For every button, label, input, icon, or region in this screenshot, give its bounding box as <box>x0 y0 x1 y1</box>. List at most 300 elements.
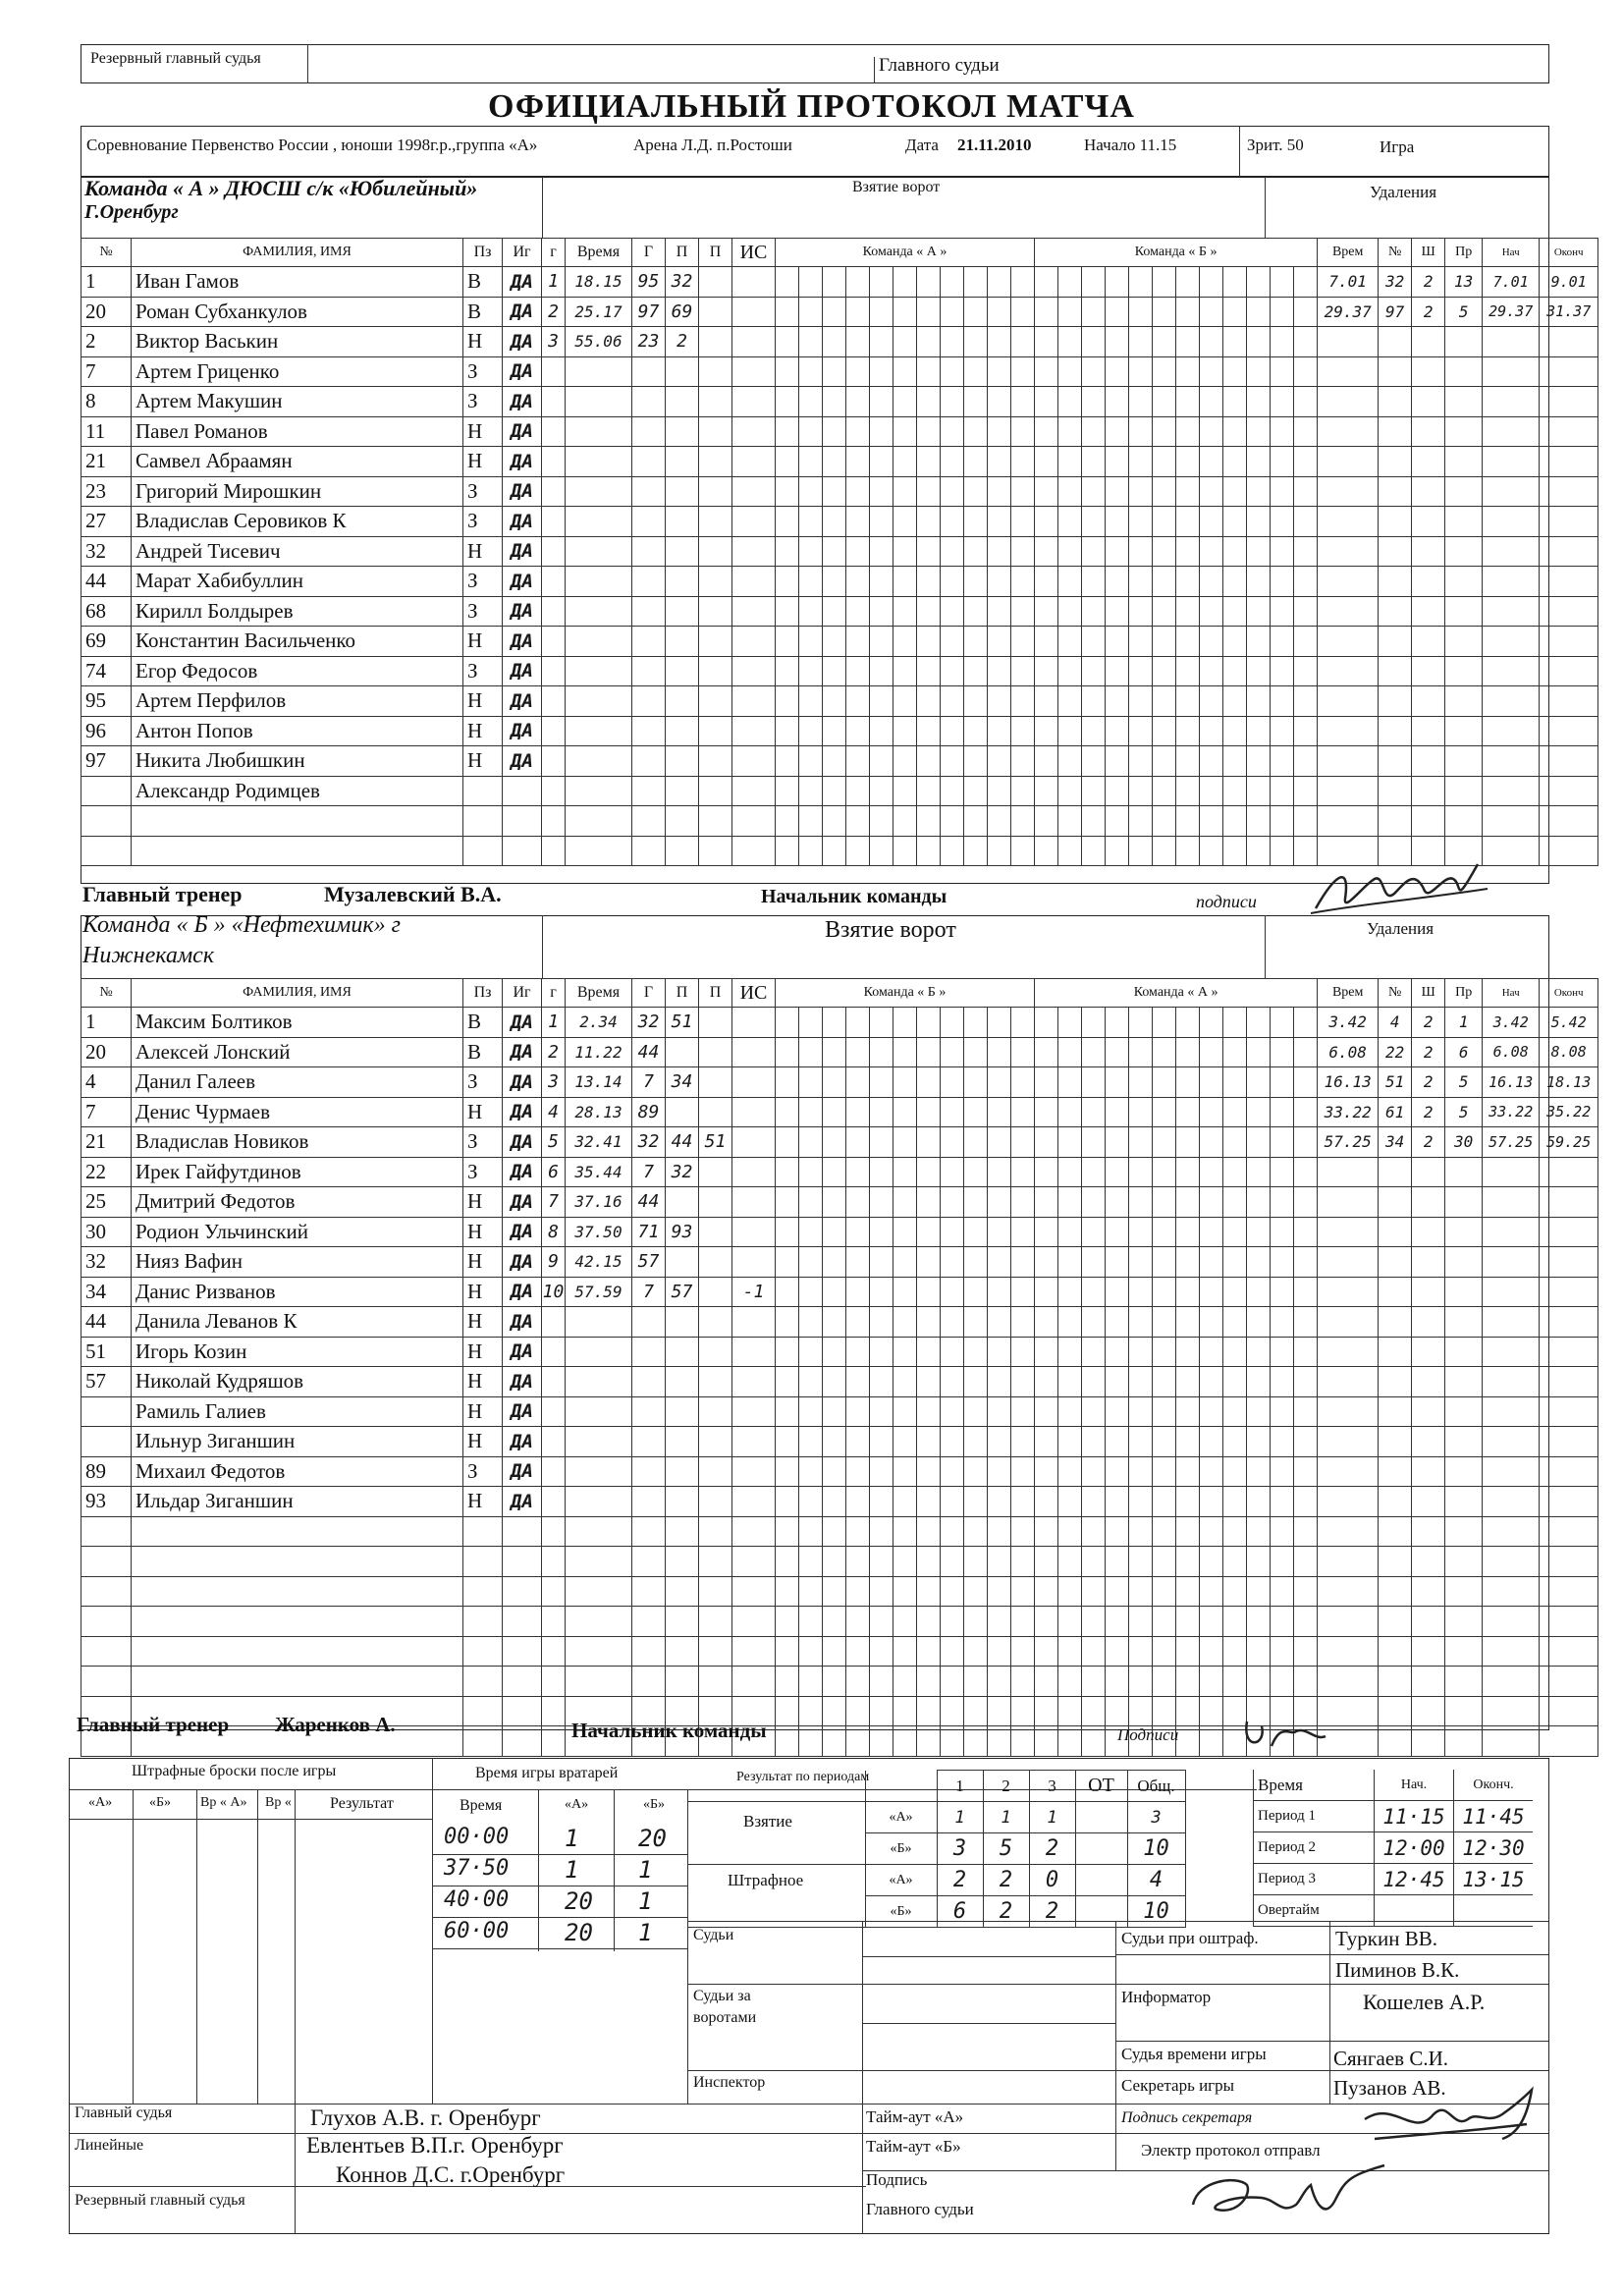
team-a-grid-cell <box>1058 416 1082 447</box>
team-a-pen-end <box>1540 836 1598 866</box>
team-b-goal-no <box>542 1547 566 1577</box>
team-b-goal-assist1: 44 <box>666 1127 699 1158</box>
team-a-pen-sh <box>1412 356 1445 387</box>
team-b-pen-no <box>1379 1726 1412 1757</box>
team-b-grid-cell <box>1294 1337 1318 1367</box>
team-a-grid-cell <box>941 776 964 806</box>
team-b-grid-cell <box>917 1607 941 1637</box>
team-b-grid-cell <box>823 1037 846 1067</box>
team-b-grid-cell <box>1082 1097 1106 1127</box>
team-a-goal-time <box>566 507 632 537</box>
team-a-grid-cell <box>1223 507 1247 537</box>
team-a-grid-cell <box>893 327 917 357</box>
team-b-grid-cell <box>917 1157 941 1187</box>
team-a-grid-cell <box>1271 507 1294 537</box>
team-b-goal-is <box>732 1456 776 1487</box>
team-b-grid-cell <box>1223 1487 1247 1517</box>
team-b-grid-cell <box>964 1367 988 1397</box>
team-b-col-second-team: Команда « А » <box>1035 979 1318 1008</box>
team-b-grid-cell <box>1129 1157 1153 1187</box>
team-b-player-no <box>81 1667 132 1697</box>
team-b-grid-cell <box>846 1456 870 1487</box>
team-b-goal-assist1 <box>666 1247 699 1278</box>
team-b-grid-cell <box>846 1487 870 1517</box>
team-b-grid-cell <box>964 1127 988 1158</box>
team-a-grid-cell <box>893 776 917 806</box>
team-b-grid-cell <box>964 1547 988 1577</box>
team-b-grid-cell <box>1223 1367 1247 1397</box>
team-b-player-name: Алексей Лонский <box>132 1037 463 1067</box>
team-b-grid-cell <box>988 1427 1011 1457</box>
team-a-pen-end <box>1540 746 1598 777</box>
team-b-goal-time <box>566 1307 632 1338</box>
team-a-grid-cell <box>988 356 1011 387</box>
team-b-pen-sh <box>1412 1696 1445 1726</box>
team-a-player-pos: Н <box>463 536 503 567</box>
team-a-goal-assist2 <box>699 746 732 777</box>
team-a-pen-no <box>1379 776 1412 806</box>
team-b-pen-start <box>1483 1277 1540 1307</box>
team-b-grid-cell <box>917 1576 941 1607</box>
team-a-player-no: 97 <box>81 746 132 777</box>
team-b-grid-cell <box>917 1367 941 1397</box>
team-b-pen-no <box>1379 1427 1412 1457</box>
team-a-grid-cell <box>964 297 988 327</box>
team-a-grid-cell <box>917 716 941 746</box>
team-b-grid-cell <box>1176 1516 1200 1547</box>
team-b-grid-cell <box>1294 1247 1318 1278</box>
team-b-grid-cell <box>917 1427 941 1457</box>
team-b-goal-assist2 <box>699 1667 732 1697</box>
team-b-grid-cell <box>964 1337 988 1367</box>
team-a-pen-start <box>1483 536 1540 567</box>
team-b-grid-cell <box>846 1576 870 1607</box>
team-b-pen-end <box>1540 1367 1598 1397</box>
team-a-grid-cell <box>870 267 893 298</box>
team-a-goal-is <box>732 416 776 447</box>
team-b-grid-cell <box>988 1456 1011 1487</box>
team-b-col-pos: Пз <box>463 979 503 1008</box>
table-row <box>81 327 1598 357</box>
team-b-grid-cell <box>1176 1127 1200 1158</box>
team-a-grid-cell <box>1247 776 1271 806</box>
team-b-grid-cell <box>870 1547 893 1577</box>
team-a-grid-cell <box>823 387 846 417</box>
gk-v2 <box>614 1789 615 1951</box>
team-b-grid-cell <box>1058 1008 1082 1038</box>
table-row <box>81 416 1598 447</box>
team-b-grid-cell <box>1082 1696 1106 1726</box>
team-b-grid-cell <box>1153 1516 1176 1547</box>
team-b-player-pos: Н <box>463 1097 503 1127</box>
team-b-pen-pr <box>1445 1456 1483 1487</box>
reserve-judge-top-box <box>81 44 1549 83</box>
team-a-goal-is <box>732 596 776 627</box>
team-a-player-no <box>81 776 132 806</box>
table-row <box>81 1427 1598 1457</box>
team-a-grid-cell <box>799 806 823 837</box>
team-b-grid-cell <box>1294 1636 1318 1667</box>
team-b-grid-cell <box>1035 1487 1058 1517</box>
team-b-goal-assist1 <box>666 1307 699 1338</box>
team-b-grid-cell <box>1011 1037 1035 1067</box>
team-b-pen-start <box>1483 1456 1540 1487</box>
team-b-grid-cell <box>1058 1277 1082 1307</box>
judges-v1 <box>862 1921 863 2104</box>
team-a-grid-cell <box>1058 746 1082 777</box>
team-a-goal-scorer <box>632 476 666 507</box>
team-b-grid-cell <box>1106 1247 1129 1278</box>
team-b-player-played <box>503 1516 542 1547</box>
team-a-grid-cell <box>846 806 870 837</box>
team-b-grid-cell <box>1176 1427 1200 1457</box>
team-a-goal-time <box>566 806 632 837</box>
team-b-grid-cell <box>1200 1247 1223 1278</box>
team-b-grid-cell <box>1200 1187 1223 1218</box>
team-b-grid-cell <box>1082 1127 1106 1158</box>
team-a-grid-cell <box>941 686 964 717</box>
team-b-grid-cell <box>1247 1157 1271 1187</box>
team-b-grid-cell <box>1035 1516 1058 1547</box>
team-b-grid-cell <box>1106 1217 1129 1247</box>
team-a-grid-cell <box>799 536 823 567</box>
team-a-grid-cell <box>1058 627 1082 657</box>
team-b-player-played: ДА <box>503 1427 542 1457</box>
team-b-player-no <box>81 1547 132 1577</box>
team-a-grid-cell <box>1129 297 1153 327</box>
team-b-goal-no <box>542 1427 566 1457</box>
team-b-grid-cell <box>1011 1157 1035 1187</box>
time-judge-label: Судья времени игры <box>1121 2045 1267 2063</box>
team-a-pen-start <box>1483 356 1540 387</box>
team-a-player-name: Павел Романов <box>132 416 463 447</box>
team-a-grid-cell <box>917 806 941 837</box>
team-b-grid-cell <box>846 1607 870 1637</box>
team-b-pen-start <box>1483 1547 1540 1577</box>
team-b-grid-cell <box>870 1636 893 1667</box>
goal-judges-label-1: Судьи за воротами <box>693 1988 757 2026</box>
team-a-grid-cell <box>1247 327 1271 357</box>
team-b-grid-cell <box>1223 1097 1247 1127</box>
team-a-grid-cell <box>1011 356 1035 387</box>
team-b-pen-pr <box>1445 1157 1483 1187</box>
team-b-goal-no: 6 <box>542 1157 566 1187</box>
team-a-goal-no <box>542 476 566 507</box>
goals-a-team: «А» <box>865 1802 937 1833</box>
team-b-grid-cell <box>1058 1097 1082 1127</box>
team-b-pen-sh <box>1412 1576 1445 1607</box>
team-a-grid-cell <box>1129 416 1153 447</box>
team-b-pen-no <box>1379 1337 1412 1367</box>
team-a-grid-cell <box>1129 356 1153 387</box>
period-end: 11·45 <box>1454 1801 1534 1832</box>
team-b-pen-time: 6.08 <box>1318 1037 1379 1067</box>
team-b-grid-cell <box>1223 1576 1247 1607</box>
team-a-grid-cell <box>1106 447 1129 477</box>
main-judge-name: Глухов А.В. г. Оренбург <box>310 2105 541 2130</box>
team-a-grid-cell <box>870 627 893 657</box>
team-a-grid-cell <box>917 627 941 657</box>
team-b-grid-cell <box>799 1008 823 1038</box>
team-a-pen-no <box>1379 716 1412 746</box>
team-a-pen-end <box>1540 416 1598 447</box>
team-a-grid-cell <box>1153 447 1176 477</box>
team-b-grid-cell <box>823 1667 846 1697</box>
team-b-grid-cell <box>988 1127 1011 1158</box>
team-b-grid-cell <box>964 1037 988 1067</box>
periods-table <box>687 1770 1186 1928</box>
team-b-pen-pr <box>1445 1696 1483 1726</box>
team-a-grid-cell <box>941 836 964 866</box>
team-b-player-played <box>503 1547 542 1577</box>
team-b-grid-cell <box>870 1696 893 1726</box>
team-b-grid-cell <box>1247 1067 1271 1098</box>
team-a-pen-time <box>1318 356 1379 387</box>
team-a-player-no <box>81 806 132 837</box>
team-a-pen-end <box>1540 596 1598 627</box>
table-row <box>81 656 1598 686</box>
team-b-player-no: 30 <box>81 1217 132 1247</box>
team-b-player-pos: Н <box>463 1367 503 1397</box>
team-b-goals-label: Взятие ворот <box>825 917 956 943</box>
team-a-grid-cell <box>917 656 941 686</box>
table-row <box>81 686 1598 717</box>
team-a-col-IS: ИС <box>732 239 776 267</box>
team-a-col-time: Время <box>566 239 632 267</box>
team-a-pen-time <box>1318 776 1379 806</box>
team-a-grid-cell <box>988 507 1011 537</box>
so-v1 <box>133 1789 134 2104</box>
team-b-player-played <box>503 1607 542 1637</box>
team-a-grid-cell <box>1011 716 1035 746</box>
team-a-grid-cell <box>846 836 870 866</box>
team-a-grid-cell <box>1200 776 1223 806</box>
team-a-goal-is <box>732 656 776 686</box>
team-b-grid-cell <box>1153 1307 1176 1338</box>
team-a-player-played <box>503 776 542 806</box>
team-b-grid-cell <box>1106 1667 1129 1697</box>
team-b-player-no: 93 <box>81 1487 132 1517</box>
team-a-grid-cell <box>1176 297 1200 327</box>
team-b-pen-end: 5.42 <box>1540 1008 1598 1038</box>
team-b-grid-cell <box>1153 1696 1176 1726</box>
officials-hline <box>687 1921 1549 1922</box>
team-b-grid-cell <box>1106 1636 1129 1667</box>
team-b-grid-cell <box>870 1607 893 1637</box>
pen-b-p1: 6 <box>937 1896 983 1928</box>
team-b-pen-no <box>1379 1217 1412 1247</box>
team-b-pen-time <box>1318 1396 1379 1427</box>
timeout-b-label: Тайм-аут «Б» <box>866 2137 961 2156</box>
team-b-player-name: Владислав Новиков <box>132 1127 463 1158</box>
team-a-goal-scorer <box>632 686 666 717</box>
team-b-grid-cell <box>1035 1037 1058 1067</box>
team-b-grid-cell <box>776 1427 799 1457</box>
team-b-pen-sh <box>1412 1487 1445 1517</box>
team-a-grid-cell <box>1035 507 1058 537</box>
team-a-grid-cell <box>1153 356 1176 387</box>
team-b-goal-assist2 <box>699 1547 732 1577</box>
team-b-pen-pr <box>1445 1217 1483 1247</box>
team-a-grid-cell <box>823 567 846 597</box>
team-b-grid-cell <box>1294 1427 1318 1457</box>
team-b-player-no: 4 <box>81 1067 132 1098</box>
gk-row-b: 1 <box>638 1919 653 1946</box>
team-a-grid-cell <box>988 746 1011 777</box>
team-a-grid-cell <box>1082 656 1106 686</box>
team-a-grid-cell <box>1294 297 1318 327</box>
team-b-grid-cell <box>988 1337 1011 1367</box>
team-a-grid-cell <box>870 507 893 537</box>
team-a-grid-cell <box>1035 447 1058 477</box>
team-a-grid-cell <box>799 267 823 298</box>
team-b-goal-assist1: 57 <box>666 1277 699 1307</box>
team-b-goal-time: 13.14 <box>566 1067 632 1098</box>
team-b-pen-time <box>1318 1217 1379 1247</box>
team-b-goal-time <box>566 1636 632 1667</box>
team-b-grid-cell <box>776 1037 799 1067</box>
team-a-grid-cell <box>1271 327 1294 357</box>
team-b-grid-cell <box>917 1696 941 1726</box>
table-row <box>81 1217 1598 1247</box>
shootout-hline-2 <box>69 1819 432 1820</box>
team-a-player-played: ДА <box>503 416 542 447</box>
team-a-grid-cell <box>1271 267 1294 298</box>
team-b-grid-cell <box>964 1067 988 1098</box>
competition-text: Соревнование Первенство России , юноши 1998г.р.,группа «А» <box>86 136 538 154</box>
team-a-grid-cell <box>1223 627 1247 657</box>
team-a-grid-cell <box>1035 686 1058 717</box>
team-a-player-name: Антон Попов <box>132 716 463 746</box>
team-b-grid-cell <box>1294 1667 1318 1697</box>
team-b-grid-cell <box>1058 1127 1082 1158</box>
team-b-grid-cell <box>1082 1607 1106 1637</box>
team-b-grid-cell <box>1106 1337 1129 1367</box>
team-b-goal-time <box>566 1607 632 1637</box>
chief-judge-label-top: Главного судьи <box>879 55 1000 76</box>
team-a-pen-time <box>1318 656 1379 686</box>
gk-row-b: 1 <box>638 1887 653 1915</box>
team-b-pen-start: 57.25 <box>1483 1127 1540 1158</box>
team-a-grid-cell <box>1153 567 1176 597</box>
team-b-grid-cell <box>870 1726 893 1757</box>
team-b-grid-cell <box>1200 1456 1223 1487</box>
team-a-goal-time <box>566 356 632 387</box>
period-2-header: 2 <box>983 1771 1029 1802</box>
team-b-grid-cell <box>799 1427 823 1457</box>
team-a-goal-scorer <box>632 656 666 686</box>
team-a-player-pos <box>463 836 503 866</box>
team-a-col-first-team: Команда « А » <box>776 239 1035 267</box>
team-a-goal-assist2 <box>699 327 732 357</box>
team-a-coach: Музалевский В.А. <box>324 882 502 906</box>
team-b-player-played: ДА <box>503 1337 542 1367</box>
team-b-grid-cell <box>1011 1607 1035 1637</box>
team-b-goal-is <box>732 1576 776 1607</box>
team-b-grid-cell <box>1011 1636 1035 1667</box>
team-a-grid-cell <box>1129 806 1153 837</box>
team-b-pen-sh <box>1412 1337 1445 1367</box>
team-b-player-played: ДА <box>503 1097 542 1127</box>
table-row <box>81 1187 1598 1218</box>
team-b-grid-cell <box>799 1396 823 1427</box>
team-b-grid-cell <box>1223 1067 1247 1098</box>
team-b-goal-assist1 <box>666 1516 699 1547</box>
team-b-grid-cell <box>799 1367 823 1397</box>
team-a-grid-cell <box>988 476 1011 507</box>
team-a-goal-time <box>566 596 632 627</box>
team-a-grid-cell <box>846 776 870 806</box>
team-a-grid-cell <box>799 327 823 357</box>
team-a-grid-cell <box>1082 297 1106 327</box>
team-a-grid-cell <box>870 836 893 866</box>
team-a-grid-cell <box>893 567 917 597</box>
team-b-goal-is <box>732 1187 776 1218</box>
team-b-grid-cell <box>1294 1277 1318 1307</box>
team-a-grid-cell <box>893 746 917 777</box>
team-b-pen-no <box>1379 1547 1412 1577</box>
team-a-pen-end <box>1540 627 1598 657</box>
team-a-grid-cell <box>799 297 823 327</box>
team-a-grid-cell <box>917 267 941 298</box>
team-a-grid-cell <box>1153 507 1176 537</box>
team-b-grid-cell <box>870 1337 893 1367</box>
team-b-pen-start <box>1483 1696 1540 1726</box>
team-a-grid-cell <box>823 596 846 627</box>
team-b-pen-start <box>1483 1157 1540 1187</box>
team-b-grid-cell <box>1129 1037 1153 1067</box>
team-a-goal-assist1 <box>666 716 699 746</box>
team-a-pen-no <box>1379 507 1412 537</box>
team-a-grid-cell <box>1011 476 1035 507</box>
team-b-goal-scorer <box>632 1547 666 1577</box>
team-a-pen-sh <box>1412 416 1445 447</box>
team-a-grid-cell <box>1200 836 1223 866</box>
team-b-grid-cell <box>1153 1008 1176 1038</box>
team-b-pen-sh: 2 <box>1412 1008 1445 1038</box>
team-b-grid-cell <box>1271 1067 1294 1098</box>
team-b-pen-start <box>1483 1217 1540 1247</box>
team-b-grid-cell <box>893 1277 917 1307</box>
team-b-pen-sh <box>1412 1277 1445 1307</box>
team-b-pen-pr: 5 <box>1445 1067 1483 1098</box>
team-a-pen-pr <box>1445 806 1483 837</box>
team-b-goal-scorer <box>632 1576 666 1607</box>
team-a-grid-cell <box>1294 536 1318 567</box>
team-a-goal-assist2 <box>699 686 732 717</box>
team-b-grid-cell <box>823 1008 846 1038</box>
team-b-pen-no <box>1379 1307 1412 1338</box>
team-b-pen-pr <box>1445 1576 1483 1607</box>
team-a-grid-cell <box>1153 716 1176 746</box>
team-b-grid-cell <box>893 1247 917 1278</box>
team-b-grid-cell <box>1294 1487 1318 1517</box>
team-b-goal-assist1: 34 <box>666 1067 699 1098</box>
team-b-grid-cell <box>1271 1008 1294 1038</box>
team-a-goal-assist2 <box>699 356 732 387</box>
team-a-pen-pr <box>1445 507 1483 537</box>
total-header: Общ. <box>1127 1771 1185 1802</box>
team-a-player-pos: Н <box>463 627 503 657</box>
team-a-grid-cell <box>1058 656 1082 686</box>
team-a-grid-cell <box>1247 627 1271 657</box>
so-v4 <box>295 1789 296 2104</box>
team-a-goal-is <box>732 686 776 717</box>
team-b-grid-cell <box>799 1547 823 1577</box>
team-b-grid-cell <box>1200 1127 1223 1158</box>
team-b-grid-cell <box>1035 1067 1058 1098</box>
gk-v1 <box>538 1789 539 1951</box>
